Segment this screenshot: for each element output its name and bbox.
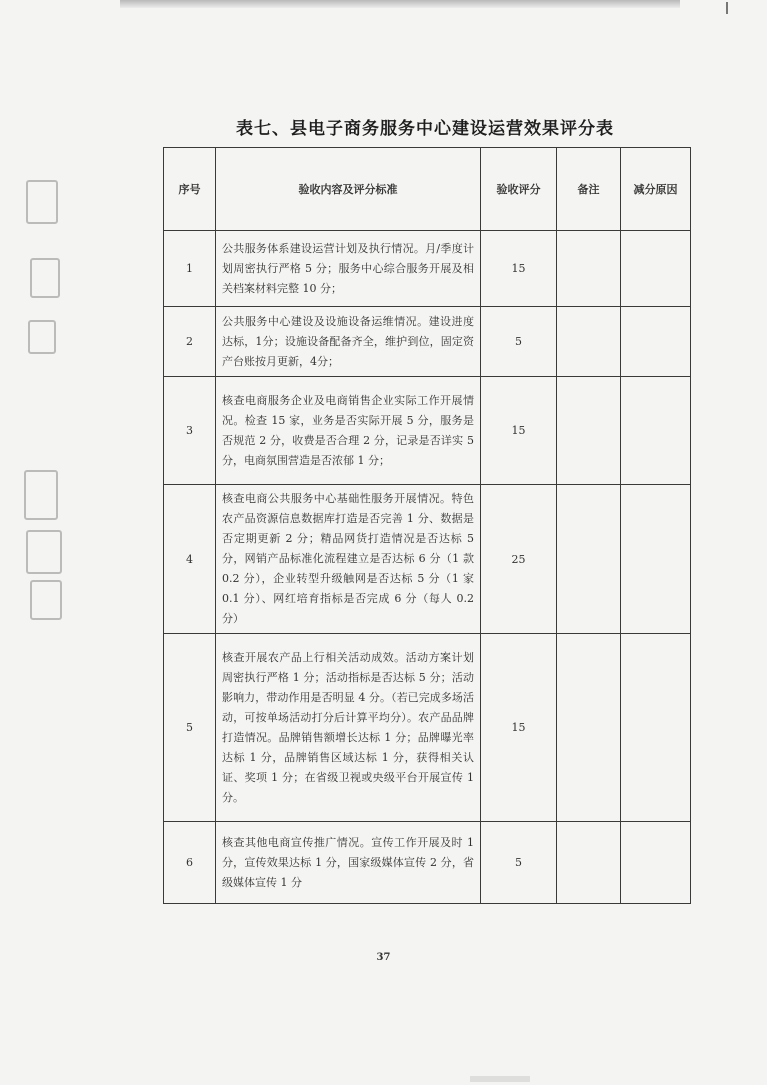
row-criteria: 核查电商服务企业及电商销售企业实际工作开展情况。检查 15 家，业务是否实际开展 5 分，服务是否规范 2 分，收费是否合理 2 分，记录是否详实 5 分，电商氛围营造是否浓郁 1 分； bbox=[216, 377, 481, 485]
table-header-row bbox=[164, 148, 691, 231]
row-score: 15 bbox=[481, 377, 557, 485]
row-no: 4 bbox=[164, 485, 216, 634]
header-remark: 备注 bbox=[557, 148, 621, 231]
row-score: 5 bbox=[481, 822, 557, 904]
row-remark bbox=[557, 634, 621, 822]
scan-top-edge bbox=[120, 0, 680, 8]
row-score: 15 bbox=[481, 634, 557, 822]
scan-corner-mark bbox=[726, 2, 734, 14]
row-deduction bbox=[621, 231, 691, 307]
row-criteria: 公共服务体系建设运营计划及执行情况。月/季度计划周密执行严格 5 分；服务中心综合服务开展及相关档案材料完整 10 分； bbox=[216, 231, 481, 307]
row-deduction bbox=[621, 377, 691, 485]
row-deduction bbox=[621, 307, 691, 377]
header-score: 验收评分 bbox=[481, 148, 557, 231]
row-remark bbox=[557, 307, 621, 377]
table-row bbox=[164, 634, 691, 822]
table-row bbox=[164, 377, 691, 485]
header-deduction: 减分原因 bbox=[621, 148, 691, 231]
row-remark bbox=[557, 822, 621, 904]
document-title: 表七、县电子商务服务中心建设运营效果评分表 bbox=[236, 119, 614, 139]
row-criteria: 核查电商公共服务中心基础性服务开展情况。特色农产品资源信息数据库打造是否完善 1 分、数据是否定期更新 2 分；精品网货打造情况是否达标 5 分，网销产品标准化流程建立是否达标 6 分（1 款 0.2 分），企业转型升级触网是否达标 5 分（1 家 0.1 分）、网红培育指标是否完成 6 分（每人 0.2 分） bbox=[216, 485, 481, 634]
row-score: 5 bbox=[481, 307, 557, 377]
table-row bbox=[164, 307, 691, 377]
table-row bbox=[164, 822, 691, 904]
row-score: 15 bbox=[481, 231, 557, 307]
row-criteria: 公共服务中心建设及设施设备运维情况。建设进度达标，1分；设施设备配备齐全，维护到位，固定资产台账按月更新，4分； bbox=[216, 307, 481, 377]
row-no: 3 bbox=[164, 377, 216, 485]
row-no: 1 bbox=[164, 231, 216, 307]
header-content: 验收内容及评分标准 bbox=[216, 148, 481, 231]
row-deduction bbox=[621, 634, 691, 822]
row-remark bbox=[557, 485, 621, 634]
scan-bottom-smudge bbox=[470, 1076, 530, 1082]
row-deduction bbox=[621, 822, 691, 904]
row-no: 2 bbox=[164, 307, 216, 377]
score-table bbox=[163, 147, 691, 904]
header-no: 序号 bbox=[164, 148, 216, 231]
table-row bbox=[164, 485, 691, 634]
page-number: 37 bbox=[376, 952, 391, 963]
row-no: 6 bbox=[164, 822, 216, 904]
row-criteria: 核查其他电商宣传推广情况。宣传工作开展及时 1 分，宣传效果达标 1 分，国家级媒体宣传 2 分，省级媒体宣传 1 分 bbox=[216, 822, 481, 904]
row-remark bbox=[557, 231, 621, 307]
row-score: 25 bbox=[481, 485, 557, 634]
binding-stamp-marks bbox=[18, 180, 78, 620]
table-row bbox=[164, 231, 691, 307]
row-remark bbox=[557, 377, 621, 485]
row-criteria: 核查开展农产品上行相关活动成效。活动方案计划周密执行严格 1 分；活动指标是否达标 5 分；活动影响力，带动作用是否明显 4 分。（若已完成多场活动，可按单场活动打分后计算平均分）。农产品品牌打造情况。品牌销售额增长达标 1 分；品牌曝光率达标 1 分，品牌销售区域达标 1 分，获得相关认证、奖项 1 分；在省级卫视或央级平台开展宣传 1 分。 bbox=[216, 634, 481, 822]
row-no: 5 bbox=[164, 634, 216, 822]
row-deduction bbox=[621, 485, 691, 634]
